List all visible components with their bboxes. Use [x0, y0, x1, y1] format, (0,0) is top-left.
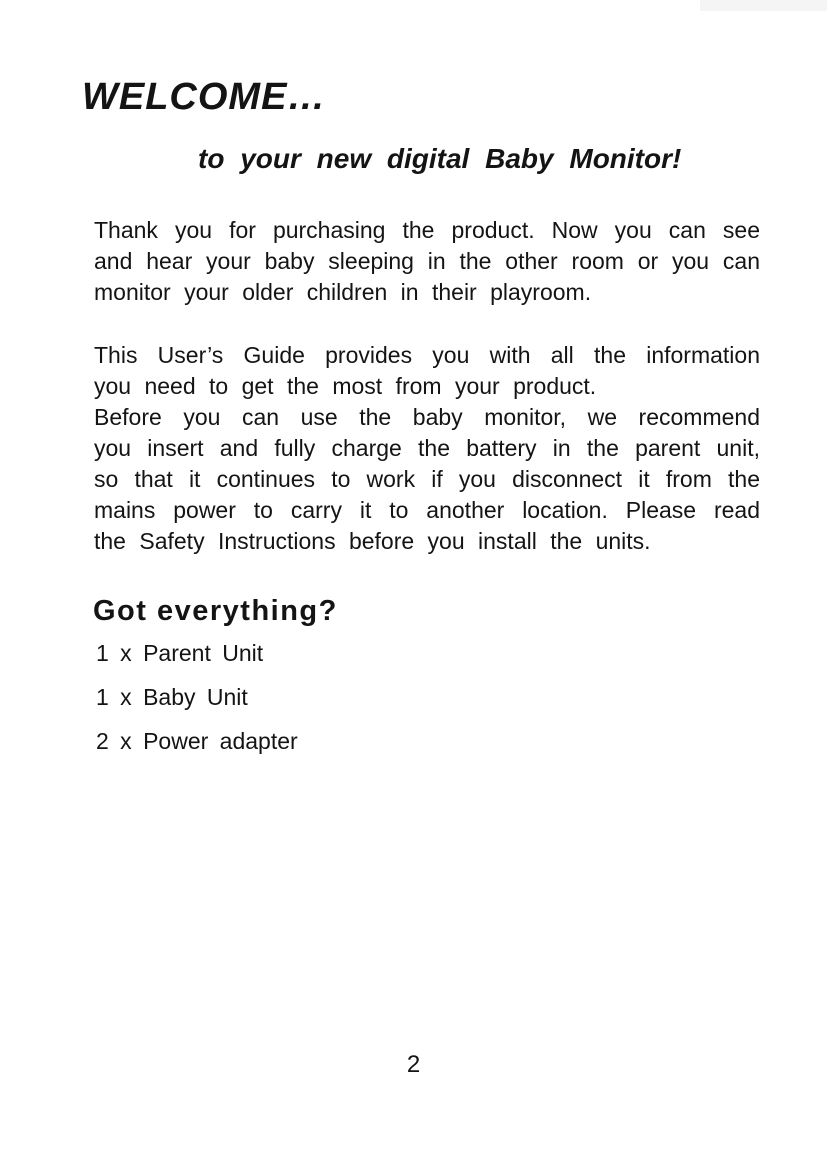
- text-line: Before you can use the baby monitor, we recommend: [94, 404, 760, 430]
- scan-artifact: [700, 0, 827, 11]
- text-line: Thank you for purchasing the product. Now you can see: [94, 217, 760, 243]
- intro-paragraph: [94, 215, 760, 308]
- text-line: mains power to carry it to another location. Please read: [94, 497, 760, 523]
- checklist-item-baby-unit: 1 x Baby Unit: [96, 684, 248, 710]
- text-line: and hear your baby sleeping in the other room or you can: [94, 248, 760, 274]
- checklist-item-power-adapter: 2 x Power adapter: [96, 728, 298, 754]
- contents-checklist: [96, 640, 298, 772]
- text-line: monitor your older children in their playroom.: [94, 279, 592, 305]
- checklist-item-parent-unit: 1 x Parent Unit: [96, 640, 264, 666]
- battery-paragraph-text: [94, 402, 760, 557]
- text-line: the Safety Instructions before you install the units.: [94, 528, 651, 554]
- page-subtitle: to your new digital Baby Monitor!: [198, 143, 682, 174]
- guide-and-battery-paragraphs: [94, 340, 760, 557]
- intro-paragraph-text: [94, 215, 760, 308]
- text-line: This User’s Guide provides you with all the information: [94, 342, 760, 368]
- got-everything-heading: Got everything?: [93, 595, 338, 627]
- text-line: you need to get the most from your product.: [94, 373, 597, 399]
- guide-paragraph-text: [94, 340, 760, 402]
- page-number: 2: [406, 1051, 421, 1078]
- page-title: WELCOME…: [82, 76, 327, 118]
- text-line: so that it continues to work if you disconnect it from the: [94, 466, 760, 492]
- text-line: you insert and fully charge the battery in the parent unit,: [94, 435, 760, 461]
